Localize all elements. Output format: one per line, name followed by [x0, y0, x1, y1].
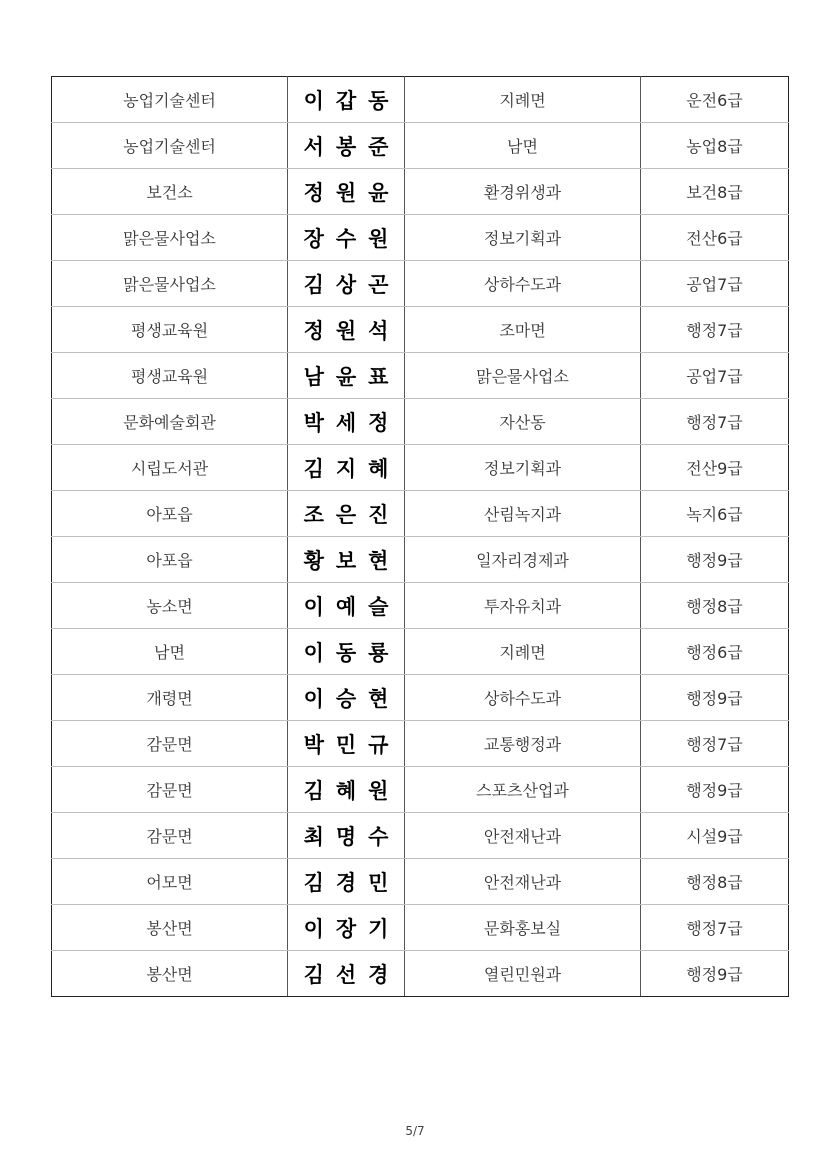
- employee-name-cell: 김지혜: [288, 445, 405, 491]
- previous-department-cell: 농업기술센터: [52, 123, 288, 169]
- job-rank-cell: 녹지6급: [641, 491, 789, 537]
- employee-name-cell: 정원윤: [288, 169, 405, 215]
- new-department-cell: 맑은물사업소: [405, 353, 641, 399]
- job-rank-cell: 행정7급: [641, 905, 789, 951]
- table-row: [52, 445, 789, 491]
- previous-department-cell: 문화예술회관: [52, 399, 288, 445]
- job-rank-cell: 공업7급: [641, 353, 789, 399]
- employee-name-cell: 조은진: [288, 491, 405, 537]
- new-department-cell: 남면: [405, 123, 641, 169]
- previous-department-cell: 감문면: [52, 721, 288, 767]
- previous-department-cell: 남면: [52, 629, 288, 675]
- table-row: [52, 353, 789, 399]
- new-department-cell: 정보기획과: [405, 215, 641, 261]
- job-rank-cell: 행정7급: [641, 399, 789, 445]
- new-department-cell: 지례면: [405, 629, 641, 675]
- previous-department-cell: 봉산면: [52, 905, 288, 951]
- previous-department-cell: 감문면: [52, 813, 288, 859]
- employee-name-cell: 김경민: [288, 859, 405, 905]
- table-row: [52, 77, 789, 123]
- job-rank-cell: 공업7급: [641, 261, 789, 307]
- employee-name-cell: 박세정: [288, 399, 405, 445]
- previous-department-cell: 어모면: [52, 859, 288, 905]
- new-department-cell: 조마면: [405, 307, 641, 353]
- new-department-cell: 환경위생과: [405, 169, 641, 215]
- job-rank-cell: 행정9급: [641, 675, 789, 721]
- employee-name-cell: 이승현: [288, 675, 405, 721]
- employee-name-cell: 이갑동: [288, 77, 405, 123]
- new-department-cell: 스포츠산업과: [405, 767, 641, 813]
- job-rank-cell: 행정9급: [641, 537, 789, 583]
- table-row: [52, 261, 789, 307]
- previous-department-cell: 평생교육원: [52, 307, 288, 353]
- new-department-cell: 자산동: [405, 399, 641, 445]
- table-row: [52, 123, 789, 169]
- table-row: [52, 399, 789, 445]
- employee-name-cell: 정원석: [288, 307, 405, 353]
- table-body: [52, 77, 789, 997]
- table-row: [52, 951, 789, 997]
- table-row: [52, 169, 789, 215]
- new-department-cell: 상하수도과: [405, 261, 641, 307]
- employee-name-cell: 남윤표: [288, 353, 405, 399]
- new-department-cell: 안전재난과: [405, 813, 641, 859]
- employee-name-cell: 황보현: [288, 537, 405, 583]
- new-department-cell: 문화홍보실: [405, 905, 641, 951]
- employee-name-cell: 김혜원: [288, 767, 405, 813]
- new-department-cell: 정보기획과: [405, 445, 641, 491]
- table-row: [52, 905, 789, 951]
- table-row: [52, 583, 789, 629]
- previous-department-cell: 평생교육원: [52, 353, 288, 399]
- personnel-transfer-table: [51, 76, 789, 997]
- previous-department-cell: 시립도서관: [52, 445, 288, 491]
- employee-name-cell: 장수원: [288, 215, 405, 261]
- previous-department-cell: 개령면: [52, 675, 288, 721]
- new-department-cell: 일자리경제과: [405, 537, 641, 583]
- job-rank-cell: 시설9급: [641, 813, 789, 859]
- employee-name-cell: 김선경: [288, 951, 405, 997]
- new-department-cell: 안전재난과: [405, 859, 641, 905]
- new-department-cell: 열린민원과: [405, 951, 641, 997]
- table-row: [52, 215, 789, 261]
- employee-name-cell: 이동룡: [288, 629, 405, 675]
- table-row: [52, 767, 789, 813]
- previous-department-cell: 아포읍: [52, 537, 288, 583]
- new-department-cell: 교통행정과: [405, 721, 641, 767]
- job-rank-cell: 행정7급: [641, 721, 789, 767]
- employee-name-cell: 김상곤: [288, 261, 405, 307]
- job-rank-cell: 전산9급: [641, 445, 789, 491]
- page-number: 5/7: [405, 1124, 425, 1138]
- new-department-cell: 투자유치과: [405, 583, 641, 629]
- table-row: [52, 813, 789, 859]
- job-rank-cell: 행정8급: [641, 859, 789, 905]
- new-department-cell: 지례면: [405, 77, 641, 123]
- table-row: [52, 629, 789, 675]
- job-rank-cell: 전산6급: [641, 215, 789, 261]
- previous-department-cell: 농업기술센터: [52, 77, 288, 123]
- previous-department-cell: 맑은물사업소: [52, 261, 288, 307]
- previous-department-cell: 아포읍: [52, 491, 288, 537]
- employee-name-cell: 이장기: [288, 905, 405, 951]
- job-rank-cell: 운전6급: [641, 77, 789, 123]
- employee-name-cell: 서봉준: [288, 123, 405, 169]
- previous-department-cell: 감문면: [52, 767, 288, 813]
- previous-department-cell: 봉산면: [52, 951, 288, 997]
- job-rank-cell: 보건8급: [641, 169, 789, 215]
- previous-department-cell: 농소면: [52, 583, 288, 629]
- job-rank-cell: 행정6급: [641, 629, 789, 675]
- job-rank-cell: 행정9급: [641, 767, 789, 813]
- table-row: [52, 307, 789, 353]
- table-row: [52, 859, 789, 905]
- job-rank-cell: 행정9급: [641, 951, 789, 997]
- table-row: [52, 675, 789, 721]
- job-rank-cell: 행정7급: [641, 307, 789, 353]
- employee-name-cell: 최명수: [288, 813, 405, 859]
- employee-name-cell: 박민규: [288, 721, 405, 767]
- previous-department-cell: 보건소: [52, 169, 288, 215]
- table-row: [52, 721, 789, 767]
- table-row: [52, 537, 789, 583]
- job-rank-cell: 행정8급: [641, 583, 789, 629]
- new-department-cell: 산림녹지과: [405, 491, 641, 537]
- previous-department-cell: 맑은물사업소: [52, 215, 288, 261]
- employee-name-cell: 이예슬: [288, 583, 405, 629]
- table-row: [52, 491, 789, 537]
- new-department-cell: 상하수도과: [405, 675, 641, 721]
- job-rank-cell: 농업8급: [641, 123, 789, 169]
